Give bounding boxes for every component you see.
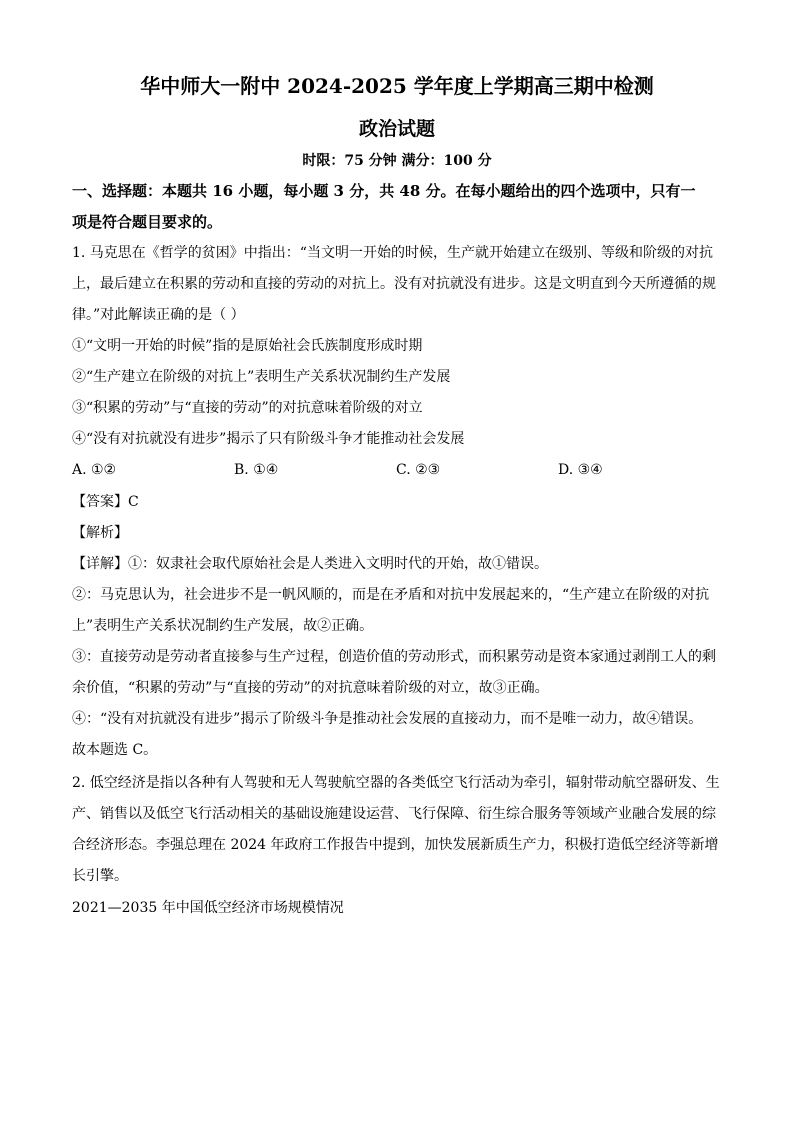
q1-detail-line1: 【详解】①：奴隶社会取代原始社会是人类进入文明时代的开始，故①错误。 <box>72 556 548 572</box>
q1-answer: 【答案】C <box>72 494 139 510</box>
q1-option-c: C. ②③ <box>396 462 441 478</box>
section-heading-line1: 一、选择题：本题共 16 小题，每小题 3 分，共 48 分。在每小题给出的四个选项中，只有一 <box>72 182 696 200</box>
q2-stem-line4: 长引擎。 <box>72 868 128 884</box>
q2-stem-line3: 合经济形态。李强总理在 2024 年政府工作报告中提到，加快发展新质生产力，积极打造低空经济等新增 <box>72 837 719 853</box>
q2-figure-caption: 2021—2035 年中国低空经济市场规模情况 <box>72 900 344 916</box>
q1-detail-line5: 余价值，“积累的劳动”与“直接的劳动”的对抗意味着阶级的对立，故③正确。 <box>72 680 549 696</box>
q1-detail-line6: ④：“没有对抗就没有进步”揭示了阶级斗争是推动社会发展的直接动力，而不是唯一动力，故④错误。 <box>72 711 703 727</box>
q1-option-d: D. ③④ <box>558 462 603 478</box>
q1-detail-line4: ③：直接劳动是劳动者直接参与生产过程，创造价值的劳动形式，而积累劳动是资本家通过剥削工人的剩 <box>72 649 716 665</box>
q1-option-b: B. ①④ <box>234 462 279 478</box>
q1-item-3: ③“积累的劳动”与“直接的劳动”的对抗意味着阶级的对立 <box>72 400 423 416</box>
subject-title: 政治试题 <box>358 118 435 140</box>
exam-title: 华中师大一附中 2024-2025 学年度上学期高三期中检测 <box>140 74 654 98</box>
q1-item-4: ④“没有对抗就没有进步”揭示了只有阶级斗争才能推动社会发展 <box>72 431 465 447</box>
q1-stem-line3: 律。”对此解读正确的是（ ） <box>72 307 245 323</box>
exam-meta: 时限：75 分钟 满分：100 分 <box>302 153 492 169</box>
q1-detail-line7: 故本题选 C。 <box>72 742 158 758</box>
q1-item-1: ①“文明一开始的时候”指的是原始社会氏族制度形成时期 <box>72 338 423 354</box>
q1-item-2: ②“生产建立在阶级的对抗上”表明生产关系状况制约生产发展 <box>72 369 451 385</box>
q1-analysis-label: 【解析】 <box>72 525 128 541</box>
section-heading-line2: 项是符合题目要求的。 <box>72 213 223 231</box>
q1-detail-line3: 上”表明生产关系状况制约生产发展，故②正确。 <box>72 618 374 634</box>
q1-option-a: A. ①② <box>72 462 117 478</box>
q2-stem-line2: 产、销售以及低空飞行活动相关的基础设施建设运营、飞行保障、衍生综合服务等领域产业融合发展的综 <box>72 806 716 822</box>
q2-stem-line1: 2. 低空经济是指以各种有人驾驶和无人驾驶航空器的各类低空飞行活动为牵引，辐射带动航空器研发、生 <box>72 775 720 791</box>
q1-detail-line2: ②：马克思认为，社会进步不是一帆风顺的，而是在矛盾和对抗中发展起来的，“生产建立在阶级的对抗 <box>72 587 710 603</box>
q1-stem-line2: 上，最后建立在积累的劳动和直接的劳动的对抗上。没有对抗就没有进步。这是文明直到今天所遵循的规 <box>72 276 716 292</box>
q1-stem-line1: 1. 马克思在《哲学的贫困》中指出：“当文明一开始的时候，生产就开始建立在级别、等级和阶级的对抗 <box>72 245 713 261</box>
